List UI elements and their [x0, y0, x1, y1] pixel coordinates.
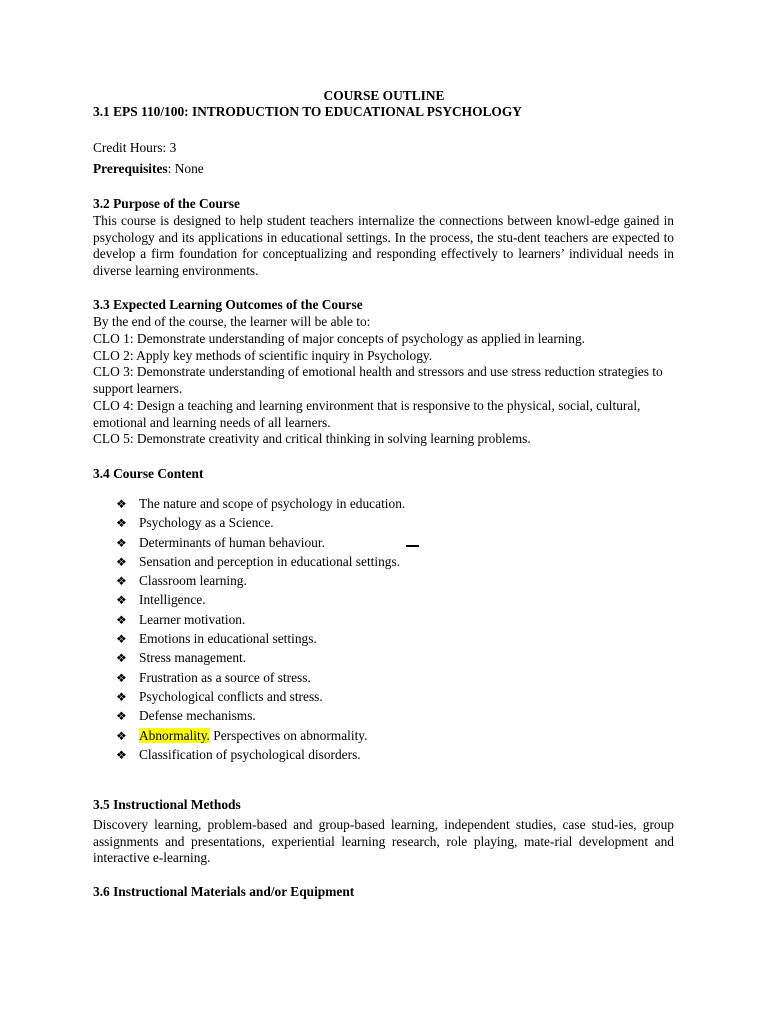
list-item: ❖ Determinants of human behaviour. — [116, 534, 325, 550]
list-item: ❖ Intelligence. — [116, 592, 206, 608]
diamond-bullet-icon: ❖ — [116, 709, 127, 724]
diamond-bullet-icon: ❖ — [116, 689, 127, 704]
clo-5: CLO 5: Demonstrate creativity and critical thinking in solving learning problems. — [93, 431, 531, 446]
list-item: ❖ Learner motivation. — [116, 611, 246, 627]
diamond-bullet-icon: ❖ — [116, 593, 127, 608]
prerequisites — [93, 161, 204, 178]
clo-2: CLO 2: Apply key methods of scientific inquiry in Psychology. — [93, 348, 433, 363]
diamond-bullet-icon: ❖ — [116, 497, 127, 511]
clo-1: CLO 1: Demonstrate understanding of major concepts of psychology as applied in learning. — [93, 331, 585, 346]
materials-heading: 3.6 Instructional Materials and/or Equipment — [93, 884, 355, 899]
credit-hours: Credit Hours: 3 — [93, 140, 177, 155]
diamond-bullet-icon: ❖ — [116, 574, 127, 589]
list-item: ❖ Sensation and perception in educational settings. — [116, 553, 401, 569]
list-item: ❖ Defense mechanisms. — [116, 708, 256, 724]
list-item-highlighted: ❖ Abnormality. Perspectives on abnormality. — [116, 727, 368, 743]
course-content-list — [116, 496, 405, 766]
diamond-bullet-icon: ❖ — [116, 632, 127, 647]
prerequisites-value: : None — [167, 161, 204, 176]
list-item: ❖ Psychological conflicts and stress. — [116, 688, 323, 704]
list-item: ❖ Psychology as a Science. — [116, 515, 274, 531]
diamond-bullet-icon: ❖ — [116, 535, 127, 550]
clo-4: CLO 4: Design a teaching and learning environment that is responsive to the physical, social, cultural, emotional and learning needs of all learners. — [93, 398, 641, 430]
page-title: COURSE OUTLINE — [323, 88, 445, 103]
list-item: ❖ Frustration as a source of stress. — [116, 669, 311, 685]
clo-3: CLO 3: Demonstrate understanding of emotional health and stressors and use stress reduction strategies to support learners. — [93, 364, 663, 396]
diamond-bullet-icon: ❖ — [116, 612, 127, 627]
diamond-bullet-icon: ❖ — [116, 554, 127, 569]
list-item: ❖ Classroom learning. — [116, 573, 247, 589]
purpose-heading: 3.2 Purpose of the Course — [93, 196, 240, 211]
diamond-bullet-icon: ❖ — [116, 747, 127, 762]
methods-heading: 3.5 Instructional Methods — [93, 797, 241, 812]
list-item: ❖ Emotions in educational settings. — [116, 631, 317, 647]
content-heading: 3.4 Course Content — [93, 466, 204, 481]
prerequisites-label: Prerequisites — [93, 161, 168, 176]
list-item: ❖ Stress management. — [116, 650, 247, 666]
text-cursor-mark — [406, 545, 419, 547]
diamond-bullet-icon: ❖ — [116, 516, 127, 531]
outcomes-heading: 3.3 Expected Learning Outcomes of the Course — [93, 297, 363, 312]
list-item: ❖ The nature and scope of psychology in education. — [116, 496, 406, 511]
diamond-bullet-icon: ❖ — [116, 651, 127, 666]
list-item: ❖ Classification of psychological disorders. — [116, 746, 361, 762]
diamond-bullet-icon: ❖ — [116, 728, 127, 743]
outcomes-intro: By the end of the course, the learner will be able to: — [93, 314, 371, 329]
methods-text: Discovery learning, problem-based and group-based learning, independent studies, case stud-ies, group assignments and presentations, experiential learning research, role playing, mate-rial development and interactive e-learning. — [93, 817, 674, 866]
highlighted-text: Abnormality. — [139, 727, 210, 743]
diamond-bullet-icon: ❖ — [116, 670, 127, 685]
course-heading: 3.1 EPS 110/100: INTRODUCTION TO EDUCATIONAL PSYCHOLOGY — [93, 104, 522, 119]
purpose-text: This course is designed to help student teachers internalize the connections between knowl-edge gained in psychology and its applications in educational settings. In the process, the stu-dent teachers are expected to develop a firm foundation for conceptualizing and responding effectively to learners’ individual needs in diverse learning environments. — [93, 213, 674, 278]
